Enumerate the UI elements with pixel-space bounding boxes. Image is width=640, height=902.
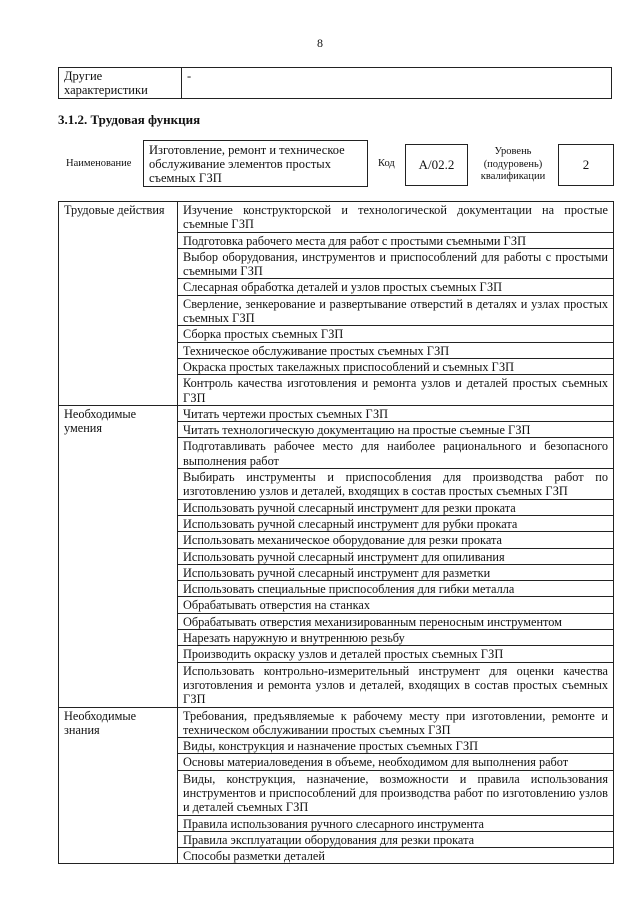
table-cell: Слесарная обработка деталей и узлов простых съемных ГЗП xyxy=(178,279,614,295)
group-label: Необходимые умения xyxy=(59,405,178,707)
table-cell: Обрабатывать отверстия на станках xyxy=(178,597,614,613)
other-characteristics-value: - xyxy=(182,68,612,99)
table-cell: Использовать ручной слесарный инструмент для рубки проката xyxy=(178,515,614,531)
table-cell: Виды, конструкция и назначение простых съемных ГЗП xyxy=(178,738,614,754)
code-label: Код xyxy=(378,158,395,169)
table-row xyxy=(59,405,614,421)
function-code: А/02.2 xyxy=(405,144,468,186)
table-cell: Подготавливать рабочее место для наиболее рационального и безопасного выполнения работ xyxy=(178,438,614,469)
table-cell: Виды, конструкция, назначение, возможности и правила использования инструментов и приспособлений для производства работ по изготовлению узлов и деталей съемных ГЗП xyxy=(178,770,614,815)
table-cell: Нарезать наружную и внутреннюю резьбу xyxy=(178,630,614,646)
table-row xyxy=(59,707,614,738)
table-cell: Способы разметки деталей xyxy=(178,848,614,864)
function-name: Изготовление, ремонт и техническое обслуживание элементов простых съемных ГЗП xyxy=(143,140,368,187)
table-cell: Использовать специальные приспособления для гибки металла xyxy=(178,581,614,597)
table-cell: Использовать ручной слесарный инструмент для разметки xyxy=(178,564,614,580)
other-characteristics-table xyxy=(58,67,612,99)
labor-function-table xyxy=(58,201,614,864)
table-cell: Использовать контрольно-измерительный инструмент для оценки качества изготовления и ремонта узлов и деталей, входящих в состав простых съемных ГЗП xyxy=(178,662,614,707)
table-cell: Использовать ручной слесарный инструмент для опиливания xyxy=(178,548,614,564)
table-cell: Выбор оборудования, инструментов и приспособлений для работы с простыми съемными ГЗП xyxy=(178,248,614,279)
table-row xyxy=(59,68,612,99)
qualification-level-label: Уровень (подуровень) квалификации xyxy=(480,146,546,182)
table-cell: Требования, предъявляемые к рабочему месту при изготовлении, ремонте и техническом обслуживании простых съемных ГЗП xyxy=(178,707,614,738)
table-cell: Изучение конструкторской и технологической документации на простые съемные ГЗП xyxy=(178,202,614,233)
table-cell: Обрабатывать отверстия механизированным переносным инструментом xyxy=(178,613,614,629)
table-cell: Выбирать инструменты и приспособления для производства работ по изготовлению узлов и деталей, входящих в состав простых съемных ГЗП xyxy=(178,469,614,500)
table-cell: Использовать механическое оборудование для резки проката xyxy=(178,532,614,548)
table-cell: Читать технологическую документацию на простые съемные ГЗП xyxy=(178,422,614,438)
table-cell: Основы материаловедения в объеме, необходимом для выполнения работ xyxy=(178,754,614,770)
table-cell: Читать чертежи простых съемных ГЗП xyxy=(178,405,614,421)
table-cell: Подготовка рабочего места для работ с простыми съемными ГЗП xyxy=(178,232,614,248)
table-cell: Сборка простых съемных ГЗП xyxy=(178,326,614,342)
table-cell: Сверление, зенкерование и развертывание отверстий в деталях и узлах простых съемных ГЗП xyxy=(178,295,614,326)
group-label: Необходимые знания xyxy=(59,707,178,864)
name-label: Наименование xyxy=(66,158,132,169)
table-cell: Правила использования ручного слесарного инструмента xyxy=(178,815,614,831)
group-label: Трудовые действия xyxy=(59,202,178,406)
table-cell: Техническое обслуживание простых съемных ГЗП xyxy=(178,342,614,358)
qualification-level: 2 xyxy=(558,144,614,186)
table-cell: Окраска простых такелажных приспособлений и съемных ГЗП xyxy=(178,358,614,374)
table-cell: Использовать ручной слесарный инструмент для резки проката xyxy=(178,499,614,515)
table-cell: Контроль качества изготовления и ремонта узлов и деталей простых съемных ГЗП xyxy=(178,375,614,406)
other-characteristics-label: Другие характеристики xyxy=(59,68,182,99)
section-title: 3.1.2. Трудовая функция xyxy=(58,112,201,127)
page-number: 8 xyxy=(317,36,323,50)
table-cell: Правила эксплуатации оборудования для резки проката xyxy=(178,831,614,847)
table-row xyxy=(59,202,614,233)
table-cell: Производить окраску узлов и деталей простых съемных ГЗП xyxy=(178,646,614,662)
